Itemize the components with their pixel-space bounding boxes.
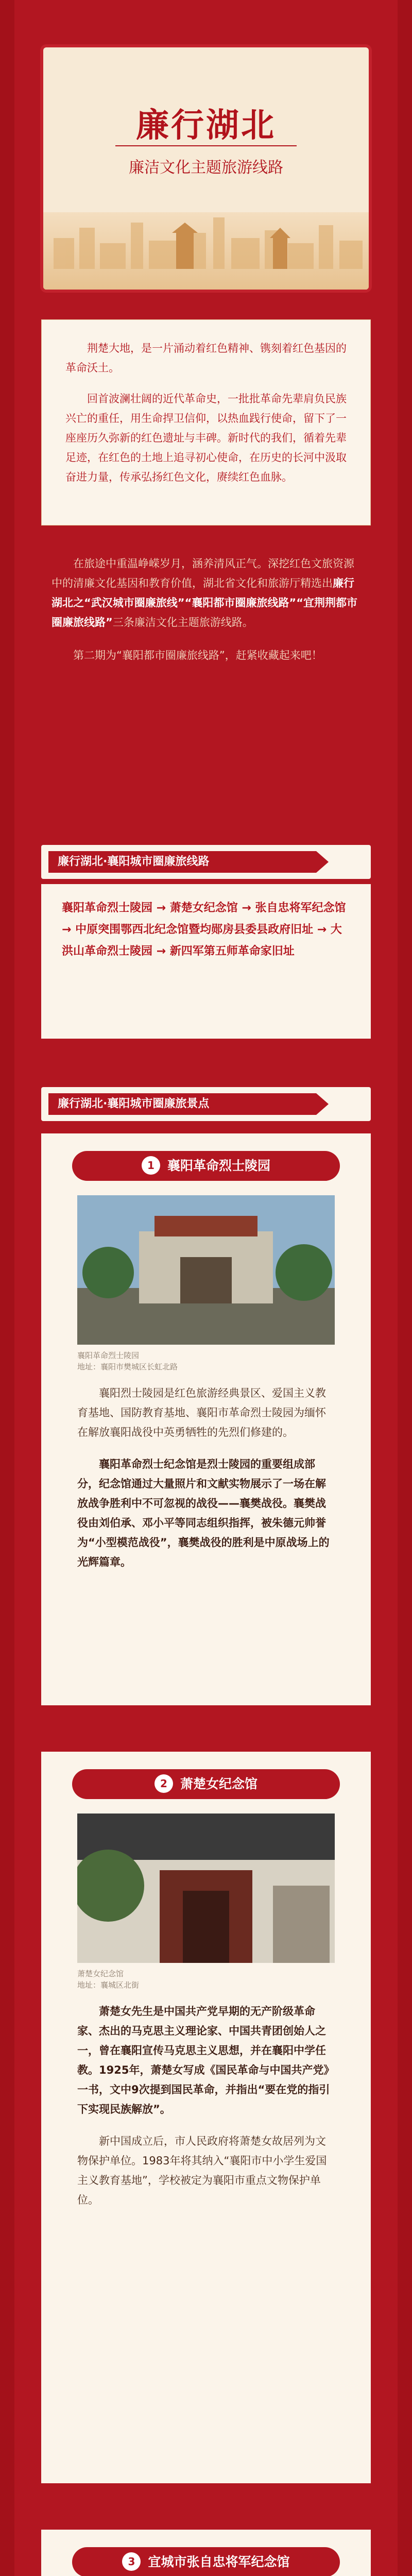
caption-address: 地址：襄城区北街	[77, 1980, 140, 1990]
caption-address: 地址：襄阳市樊城区长虹北路	[77, 1362, 178, 1371]
spot-name: 萧楚女纪念馆	[180, 1776, 258, 1791]
spot-paragraph: 襄阳烈士陵园是红色旅游经典景区、爱国主义教育基地、国防教育基地、襄阳市革命烈士陵园为缅怀在解放襄阳战役中英勇牺牲的先烈们修建的。	[77, 1387, 326, 1438]
spot-index: 1	[142, 1156, 160, 1175]
spot-photo	[77, 1814, 335, 1963]
body-text-bold: 廉行湖北之“武汉城市圈廉旅线”“襄阳都市圈廉旅线路”“宜荆荆都市圈廉旅线路”	[52, 577, 358, 629]
intro-card	[41, 319, 371, 526]
spot-card	[41, 2530, 371, 2576]
section-tab-arrow	[316, 851, 329, 873]
body-text-pre: 在旅途中重温峥嵘岁月，涵养清风正气。深挖红色文旅资源中的清廉文化基因和教育价值，湖北省文化和旅游厅精选出	[52, 557, 354, 589]
memorial-hall-image	[77, 1814, 335, 1963]
route-box	[41, 884, 371, 1039]
spot-title	[72, 2547, 340, 2576]
section-tab-arrow	[316, 1093, 329, 1115]
intro-paragraph: 荆楚大地，是一片涌动着红色精神、镌刻着红色基因的革命沃土。	[65, 342, 347, 374]
spot-card	[41, 1752, 371, 2483]
spot-description	[77, 2002, 335, 2222]
caption-name: 萧楚女纪念馆	[77, 1969, 124, 1978]
banner-subtitle: 廉洁文化主题旅游线路	[129, 159, 283, 177]
section-tab-label: 廉行湖北·襄阳城市圈廉旅景点	[48, 1093, 316, 1115]
memorial-gate-image	[77, 1195, 335, 1345]
intro-body	[52, 554, 360, 679]
route-text: 襄阳革命烈士陵园 → 萧楚女纪念馆 → 张自忠将军纪念馆 → 中原突围鄂西北纪念馆暨均郧房县委县政府旧址 → 大洪山革命烈士陵园 → 新四军第五师革命家旧址	[62, 902, 346, 958]
spot-title	[72, 1151, 340, 1181]
title-banner	[43, 47, 369, 290]
spot-description	[77, 1383, 335, 1584]
section-tab-route	[41, 845, 371, 879]
body-paragraph: 第二期为“襄阳都市圈廉旅线路”，赶紧收藏起来吧！	[73, 649, 322, 662]
article-page	[14, 0, 398, 2576]
body-text-post: 三条廉洁文化主题旅游线路。	[112, 616, 253, 629]
spot-caption	[77, 1968, 335, 1991]
section-tab-label: 廉行湖北·襄阳城市圈廉旅线路	[48, 851, 316, 873]
spot-card	[41, 1133, 371, 1705]
spot-paragraph: 新中国成立后，市人民政府将萧楚女故居列为文物保护单位。1983年将其纳入“襄阳市中小学生爱国主义教育基地”，学校被定为襄阳市重点文物保护单位。	[77, 2135, 327, 2206]
spot-caption	[77, 1350, 335, 1372]
body-paragraph	[52, 554, 360, 632]
spot-name: 宜城市张自忠将军纪念馆	[148, 2554, 290, 2569]
spot-paragraph-bold: 萧楚女先生是中国共产党早期的无产阶级革命家、杰出的马克思主义理论家、中国共青团创始人之一，曾在襄阳宣传马克思主义思想，并在襄阳中学任教。1925年，萧楚女写成《国民革命与中国共产党》一书，文中9次提到国民革命，并指出“要在党的指引下实现民族解放”。	[77, 2005, 335, 2115]
intro-paragraph: 回首波澜壮阔的近代革命史，一批批革命先辈肩负民族兴亡的重任，用生命捍卫信仰，以热血践行使命，留下了一座座历久弥新的红色遗址与丰碑。新时代的我们，循着先辈足迹，在红色的土地上追寻初心使命，在历史的长河中汲取奋进力量，传承弘扬红色文化，赓续红色血脉。	[65, 393, 347, 483]
caption-name: 襄阳革命烈士陵园	[77, 1351, 140, 1360]
spot-photo	[77, 1195, 335, 1345]
spot-name: 襄阳革命烈士陵园	[167, 1158, 270, 1173]
spot-index: 2	[154, 1774, 173, 1793]
spot-index: 3	[122, 2552, 141, 2571]
spot-paragraph-bold: 襄阳革命烈士纪念馆是烈士陵园的重要组成部分，纪念馆通过大量照片和文献实物展示了一场在解放战争胜利中不可忽视的战役——襄樊战役。襄樊战役由刘伯承、邓小平等同志组织指挥，被朱德元帅誉为“小型模范战役”，襄樊战役的胜利是中原战场上的光辉篇章。	[77, 1458, 330, 1568]
spot-title	[72, 1769, 340, 1799]
banner-title: 廉行湖北	[136, 107, 276, 145]
section-tab-spots	[41, 1087, 371, 1121]
city-skyline-illustration	[43, 212, 369, 269]
